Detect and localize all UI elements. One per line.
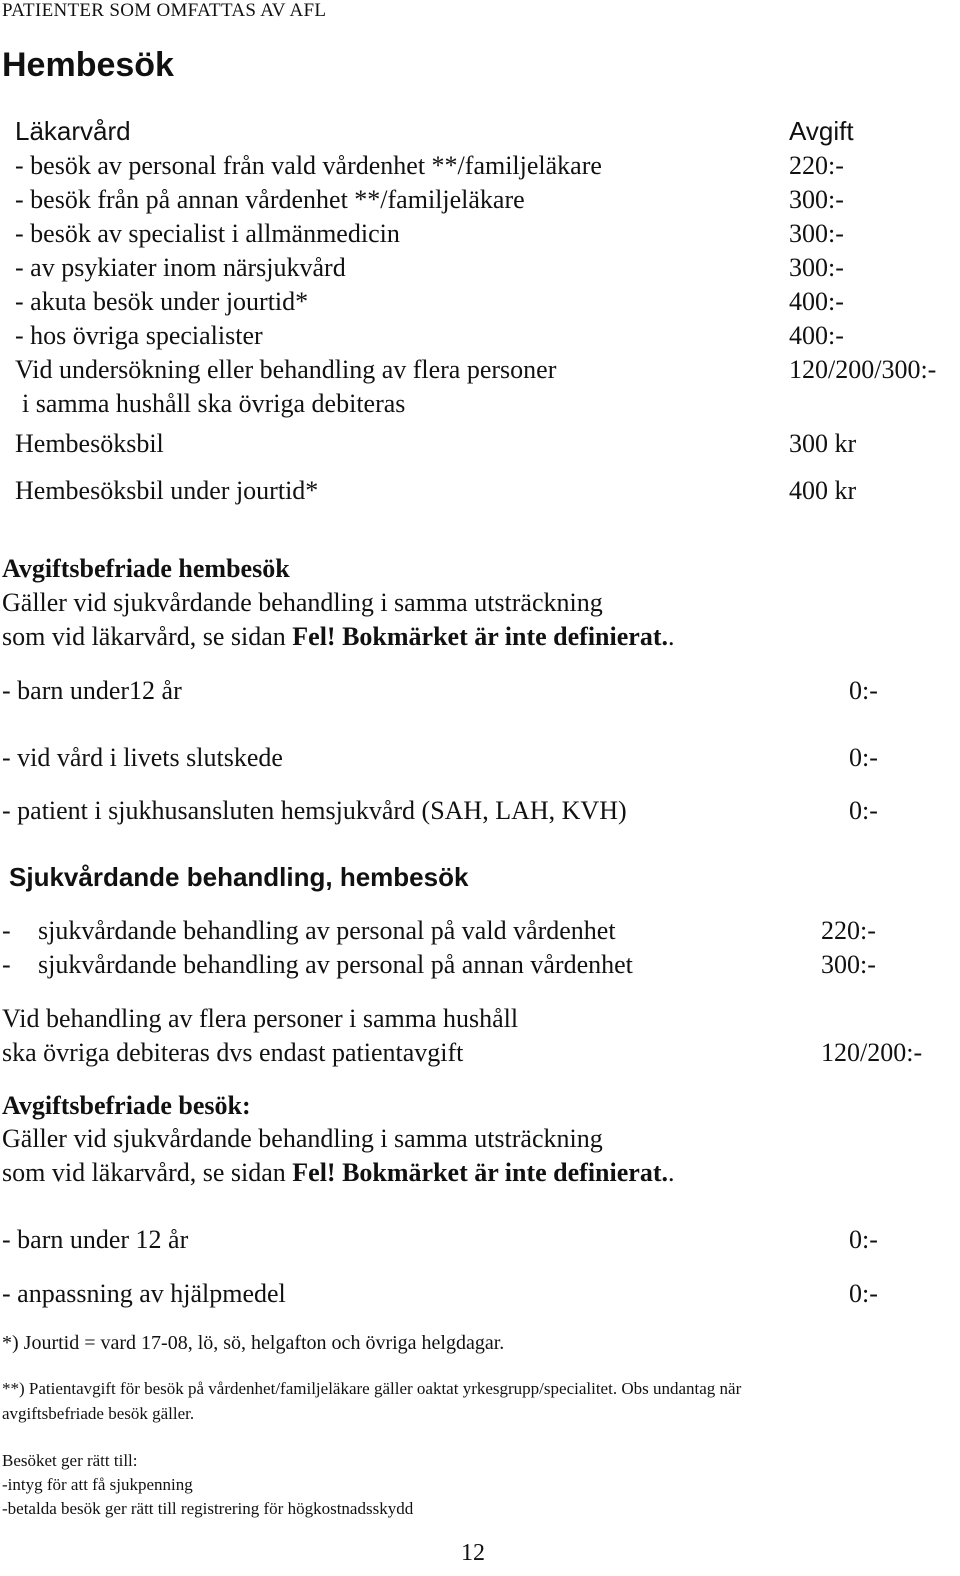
fee-row-label: - besök av specialist i allmänmedicin <box>15 219 400 248</box>
fee-row-value: 300:- <box>789 253 844 282</box>
exemption-row-label: - anpassning av hjälpmedel <box>2 1279 286 1308</box>
fee-row-value: 120/200/300:- <box>789 355 937 384</box>
treatment-row-fee: 220:- <box>821 916 876 945</box>
paragraph-line-with-reference <box>2 622 674 652</box>
lakarvard-heading: Läkarvård <box>15 116 131 146</box>
broken-bookmark-reference: Fel! Bokmärket är inte definierat. <box>292 1158 668 1187</box>
exemption-row-fee: 0:- <box>849 676 878 705</box>
fee-row-value: 300:- <box>789 185 844 214</box>
fee-row-label: - besök av personal från vald vårdenhet **/familjeläkare <box>15 151 602 180</box>
page-number: 12 <box>461 1540 485 1566</box>
multi-person-fee: 120/200:- <box>821 1038 923 1067</box>
exemption-row-label: - barn under 12 år <box>2 1225 189 1254</box>
broken-bookmark-reference: Fel! Bokmärket är inte definierat. <box>292 622 668 651</box>
hembesoksbil-fee: 300 kr <box>789 429 857 458</box>
list-dash: - <box>2 916 11 945</box>
exemption-row-fee: 0:- <box>849 743 878 772</box>
hembesoksbil-jourtid-fee: 400 kr <box>789 476 857 505</box>
footnote-jourtid: *) Jourtid = vard 17-08, lö, sö, helgafton och övriga helgdagar. <box>2 1332 505 1354</box>
entitlement-heading: Besöket ger rätt till: <box>2 1451 138 1470</box>
reference-prefix: som vid läkarvård, se sidan <box>2 1158 293 1187</box>
hembesoksbil-label: Hembesöksbil <box>15 429 164 458</box>
fee-row-label: - hos övriga specialister <box>15 321 263 350</box>
footnote-patientavgift: **) Patientavgift för besök på vårdenhet/familjeläkare gäller oaktat yrkesgrupp/specialitet. Obs undantag när <box>2 1379 742 1398</box>
fee-row-value: 300:- <box>789 219 844 248</box>
exemption-row-fee: 0:- <box>849 796 878 825</box>
reference-prefix: som vid läkarvård, se sidan <box>2 622 293 651</box>
exemption-row-label: - patient i sjukhusansluten hemsjukvård (SAH, LAH, KVH) <box>2 796 627 825</box>
paragraph-line: Gäller vid sjukvårdande behandling i samma utsträckning <box>2 1124 603 1153</box>
reference-suffix: . <box>667 1158 675 1187</box>
fee-row-label: Vid undersökning eller behandling av flera personer <box>15 355 557 384</box>
fee-row-continuation: i samma hushåll ska övriga debiteras <box>22 389 406 418</box>
avgiftsbefriade-besok-heading: Avgiftsbefriade besök: <box>2 1091 251 1120</box>
exemption-row-label: - barn under12 år <box>2 676 182 705</box>
treatment-row-label: sjukvårdande behandling av personal på vald vårdenhet <box>38 916 616 945</box>
running-header: PATIENTER SOM OMFATTAS AV AFL <box>2 0 327 21</box>
fee-row-value: 400:- <box>789 321 844 350</box>
entitlement-item: -betalda besök ger rätt till registrering för högkostnadsskydd <box>2 1499 414 1518</box>
fee-row-label: - akuta besök under jourtid* <box>15 287 309 316</box>
fee-row-label: - besök från på annan vårdenhet **/familjeläkare <box>15 185 525 214</box>
paragraph-line-with-reference <box>2 1158 674 1188</box>
treatment-row-fee: 300:- <box>821 950 876 979</box>
footnote-patientavgift-continuation: avgiftsbefriade besök gäller. <box>2 1404 195 1423</box>
fee-column-heading: Avgift <box>789 116 854 146</box>
exemption-row-fee: 0:- <box>849 1279 878 1308</box>
fee-row-value: 400:- <box>789 287 844 316</box>
treatment-row-label: sjukvårdande behandling av personal på annan vårdenhet <box>38 950 633 979</box>
hembesoksbil-jourtid-label: Hembesöksbil under jourtid* <box>15 476 319 505</box>
paragraph-line: Vid behandling av flera personer i samma hushåll <box>2 1004 519 1033</box>
entitlement-item: -intyg för att få sjukpenning <box>2 1475 193 1494</box>
section-title: Hembesök <box>2 46 174 84</box>
avgiftsbefriade-hembesok-heading: Avgiftsbefriade hembesök <box>2 554 290 583</box>
sjukvardande-heading: Sjukvårdande behandling, hembesök <box>9 862 469 892</box>
list-dash: - <box>2 950 11 979</box>
fee-row-label: - av psykiater inom närsjukvård <box>15 253 346 282</box>
paragraph-line: Gäller vid sjukvårdande behandling i samma utsträckning <box>2 588 603 617</box>
reference-suffix: . <box>667 622 675 651</box>
exemption-row-label: - vid vård i livets slutskede <box>2 743 283 772</box>
exemption-row-fee: 0:- <box>849 1225 878 1254</box>
paragraph-line: ska övriga debiteras dvs endast patientavgift <box>2 1038 464 1067</box>
fee-row-value: 220:- <box>789 151 844 180</box>
